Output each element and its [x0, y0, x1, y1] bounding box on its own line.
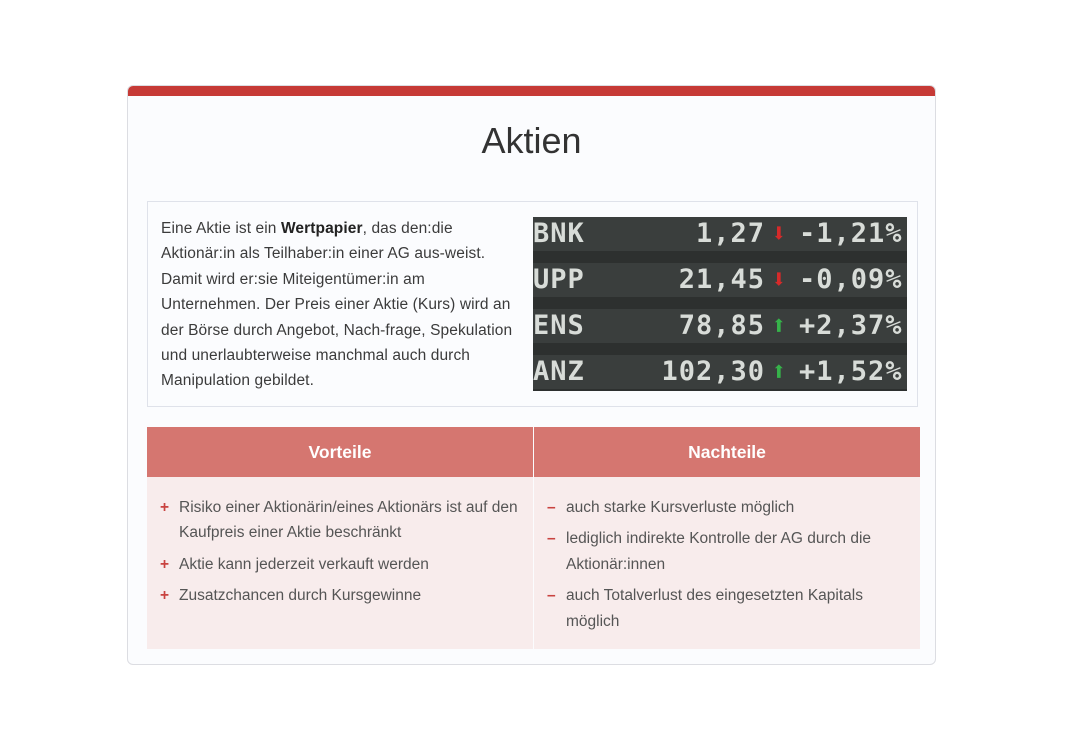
cons-column [534, 427, 920, 649]
ticker-change: +1,52% [799, 356, 903, 387]
ticker-row [533, 217, 907, 251]
ticker-price: 1,27 [695, 218, 765, 249]
ticker-change: -1,21% [799, 218, 903, 249]
page-title: Aktien [481, 120, 582, 161]
list-item-text: auch starke Kursverluste möglich [566, 499, 795, 516]
arrow-up-icon: ⬆ [771, 357, 788, 387]
arrow-down-icon: ⬇ [771, 219, 788, 249]
minus-icon: – [547, 530, 556, 548]
ticker-row [533, 263, 907, 297]
ticker-row [533, 309, 907, 343]
minus-icon: – [547, 499, 556, 516]
list-item [147, 495, 533, 546]
cons-list [534, 477, 920, 634]
list-item [534, 526, 920, 577]
plus-icon: + [160, 555, 170, 573]
plus-icon: + [160, 499, 170, 516]
ticker-name: ENS [533, 310, 585, 341]
list-item-text: Aktie kann jederzeit verkauft werden [179, 555, 429, 573]
list-item [147, 552, 533, 577]
list-item-text: Risiko einer Aktionärin/eines Aktionärs ist auf den Kaufpreis einer Aktie beschränkt [179, 499, 518, 542]
card-accent-bar [128, 86, 935, 96]
list-item [147, 583, 533, 608]
ticker-price: 21,45 [678, 264, 765, 295]
ticker-name: ANZ [533, 356, 585, 387]
ticker-price: 102,30 [661, 356, 765, 387]
intro-box [147, 201, 918, 407]
ticker-name: BNK [533, 218, 585, 249]
arrow-down-icon: ⬇ [771, 265, 788, 295]
intro-text [161, 216, 521, 394]
ticker-price: 78,85 [678, 310, 765, 341]
intro-text-bold: Wertpapier [280, 220, 363, 237]
intro-text-part2: , das den:die Aktionär:in als Teilhaber:in einer AG aus-weist. Damit wird er:sie Miteigentümer:in am Unternehmen. Der Preis einer Aktie (Kurs) wird an der Börse durch Angebot, Nach-frage, Spekulation und unerlaubterweise manchmal auch durch Manipulation gebildet. [161, 220, 513, 390]
list-item [534, 583, 920, 634]
plus-icon: + [160, 587, 170, 605]
pros-header: Vorteile [147, 427, 533, 477]
list-item-text: Zusatzchancen durch Kursgewinne [179, 587, 422, 605]
stock-ticker-image [533, 217, 907, 391]
list-item-text: lediglich indirekte Kontrolle der AG durch die Aktionär:innen [566, 530, 872, 573]
arrow-up-icon: ⬆ [771, 311, 788, 341]
list-item [534, 495, 920, 520]
ticker-change: -0,09% [799, 264, 903, 295]
pros-cons-table [147, 427, 920, 649]
ticker-name: UPP [533, 264, 585, 295]
cons-header: Nachteile [534, 427, 920, 477]
intro-text-part1: Eine Aktie ist ein [161, 220, 281, 237]
pros-column [147, 427, 533, 649]
pros-list [147, 477, 533, 609]
list-item-text: auch Totalverlust des eingesetzten Kapitals möglich [566, 587, 863, 630]
ticker-row [533, 355, 907, 389]
minus-icon: – [547, 587, 556, 605]
ticker-change: +2,37% [799, 310, 903, 341]
info-card [127, 85, 936, 665]
